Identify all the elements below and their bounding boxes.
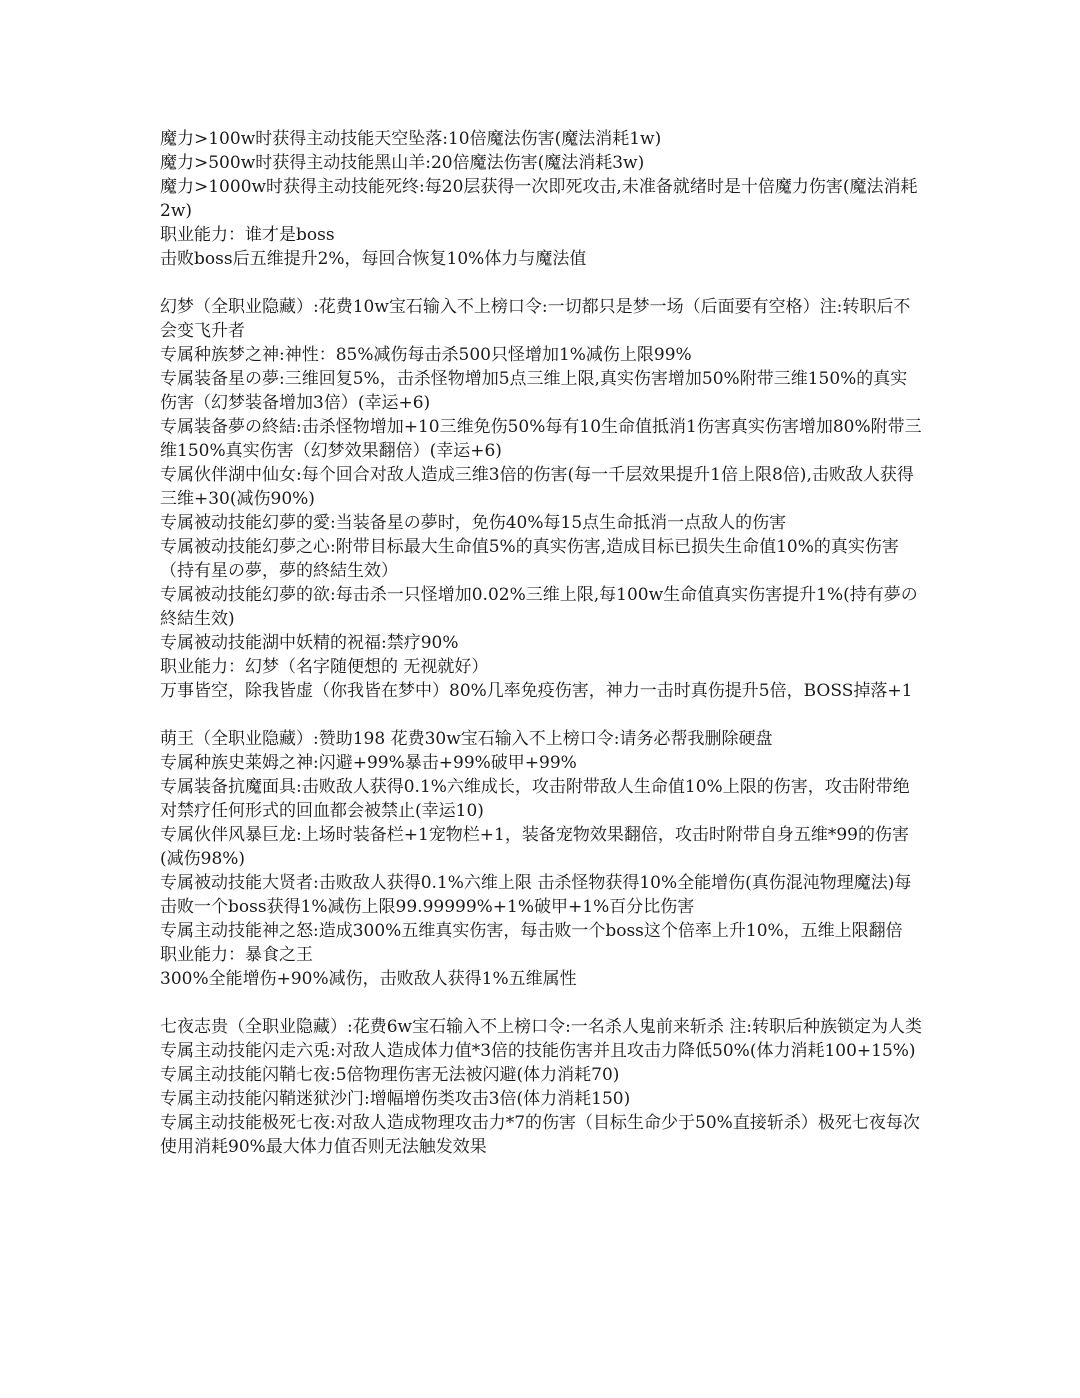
text-line: 七夜志贵（全职业隐藏）:花费6w宝石输入不上榜口令:一名杀人鬼前来斩杀 注:转职后种族锁定为人类 — [160, 1017, 922, 1037]
text-line: 萌王（全职业隐藏）:赞助198 花费30w宝石输入不上榜口令:请务必帮我删除硬盘 — [160, 729, 773, 749]
section-mengwang — [160, 727, 924, 991]
text-line: 300%全能增伤+90%减伤，击败敌人获得1%五维属性 — [160, 969, 577, 989]
text-line: 击败boss后五维提升2%，每回合恢复10%体力与魔法值 — [160, 249, 587, 269]
text-line: 专属种族梦之神:神性：85%减伤每击杀500只怪增加1%减伤上限99% — [160, 345, 692, 365]
text-line: 专属被动技能幻夢的欲:每击杀一只怪增加0.02%三维上限,每100w生命值真实伤害提升1%(持有夢の終結生效) — [160, 585, 918, 629]
text-line: 专属被动技能幻夢之心:附带目标最大生命值5%的真实伤害,造成目标已损失生命值10%的真实伤害（持有星の夢，夢的終結生效） — [160, 537, 899, 581]
paragraph-gap — [160, 271, 924, 295]
text-line: 专属伙伴风暴巨龙:上场时装备栏+1宠物栏+1，装备宠物效果翻倍，攻击时附带自身五维*99的伤害(减伤98%) — [160, 825, 909, 869]
text-line: 专属种族史莱姆之神:闪避+99%暴击+99%破甲+99% — [160, 753, 577, 773]
text-line: 魔力>100w时获得主动技能天空坠落:10倍魔法伤害(魔法消耗1w) — [160, 129, 662, 149]
text-line: 专属伙伴湖中仙女:每个回合对敌人造成三维3倍的伤害(每一千层效果提升1倍上限8倍),击败敌人获得三维+30(减伤90%) — [160, 465, 914, 509]
text-line: 专属装备抗魔面具:击败敌人获得0.1%六维成长，攻击附带敌人生命值10%上限的伤害，攻击附带绝对禁疗任何形式的回血都会被禁止(幸运10) — [160, 777, 910, 821]
text-line: 专属被动技能大贤者:击败敌人获得0.1%六维上限 击杀怪物获得10%全能增伤(真伤混沌物理魔法)每击败一个boss获得1%减伤上限99.99999%+1%破甲+1%百分比伤害 — [160, 873, 912, 917]
text-line: 专属主动技能闪鞘七夜:5倍物理伤害无法被闪避(体力消耗70) — [160, 1065, 620, 1085]
section-magic-skills — [160, 127, 924, 271]
text-line: 魔力>1000w时获得主动技能死终:每20层获得一次即死攻击,未准备就绪时是十倍魔力伤害(魔法消耗2w) — [160, 177, 918, 221]
document-body — [160, 127, 924, 1159]
text-line: 专属装备夢の終結:击杀怪物增加+10三维免伤50%每有10生命值抵消1伤害真实伤害增加80%附带三维150%真实伤害（幻梦效果翻倍）(幸运+6) — [160, 417, 922, 461]
text-line: 职业能力：谁才是boss — [160, 225, 335, 245]
text-line: 专属装备星の夢:三维回复5%，击杀怪物增加5点三维上限,真实伤害增加50%附带三维150%的真实伤害（幻梦装备增加3倍）(幸运+6) — [160, 369, 908, 413]
text-line: 幻梦（全职业隐藏）:花费10w宝石输入不上榜口令:一切都只是梦一场（后面要有空格）注:转职后不会变飞升者 — [160, 297, 911, 341]
text-line: 魔力>500w时获得主动技能黑山羊:20倍魔法伤害(魔法消耗3w) — [160, 153, 645, 173]
text-line: 专属被动技能幻夢的愛:当装备星の夢时，免伤40%每15点生命抵消一点敌人的伤害 — [160, 513, 787, 533]
paragraph-gap — [160, 991, 924, 1015]
section-huanmeng — [160, 295, 924, 703]
text-line: 专属主动技能闪鞘迷狱沙门:增幅增伤类攻击3倍(体力消耗150) — [160, 1089, 631, 1109]
text-line: 专属主动技能闪走六兎:对敌人造成体力值*3倍的技能伤害并且攻击力降低50%(体力消耗100+15%) — [160, 1041, 916, 1061]
text-line: 职业能力：暴食之王 — [160, 945, 313, 965]
text-line: 专属主动技能极死七夜:对敌人造成物理攻击力*7的伤害（目标生命少于50%直接斩杀）极死七夜每次使用消耗90%最大体力值否则无法触发效果 — [160, 1113, 920, 1157]
text-line: 职业能力：幻梦（名字随便想的 无视就好） — [160, 657, 489, 677]
text-line: 万事皆空，除我皆虚（你我皆在梦中）80%几率免疫伤害，神力一击时真伤提升5倍，BOSS掉落+1 — [160, 681, 913, 701]
section-qiye-zhigui — [160, 1015, 924, 1159]
text-line: 专属主动技能神之怒:造成300%五维真实伤害，每击败一个boss这个倍率上升10%，五维上限翻倍 — [160, 921, 903, 941]
text-line: 专属被动技能湖中妖精的祝福:禁疗90% — [160, 633, 459, 653]
paragraph-gap — [160, 703, 924, 727]
